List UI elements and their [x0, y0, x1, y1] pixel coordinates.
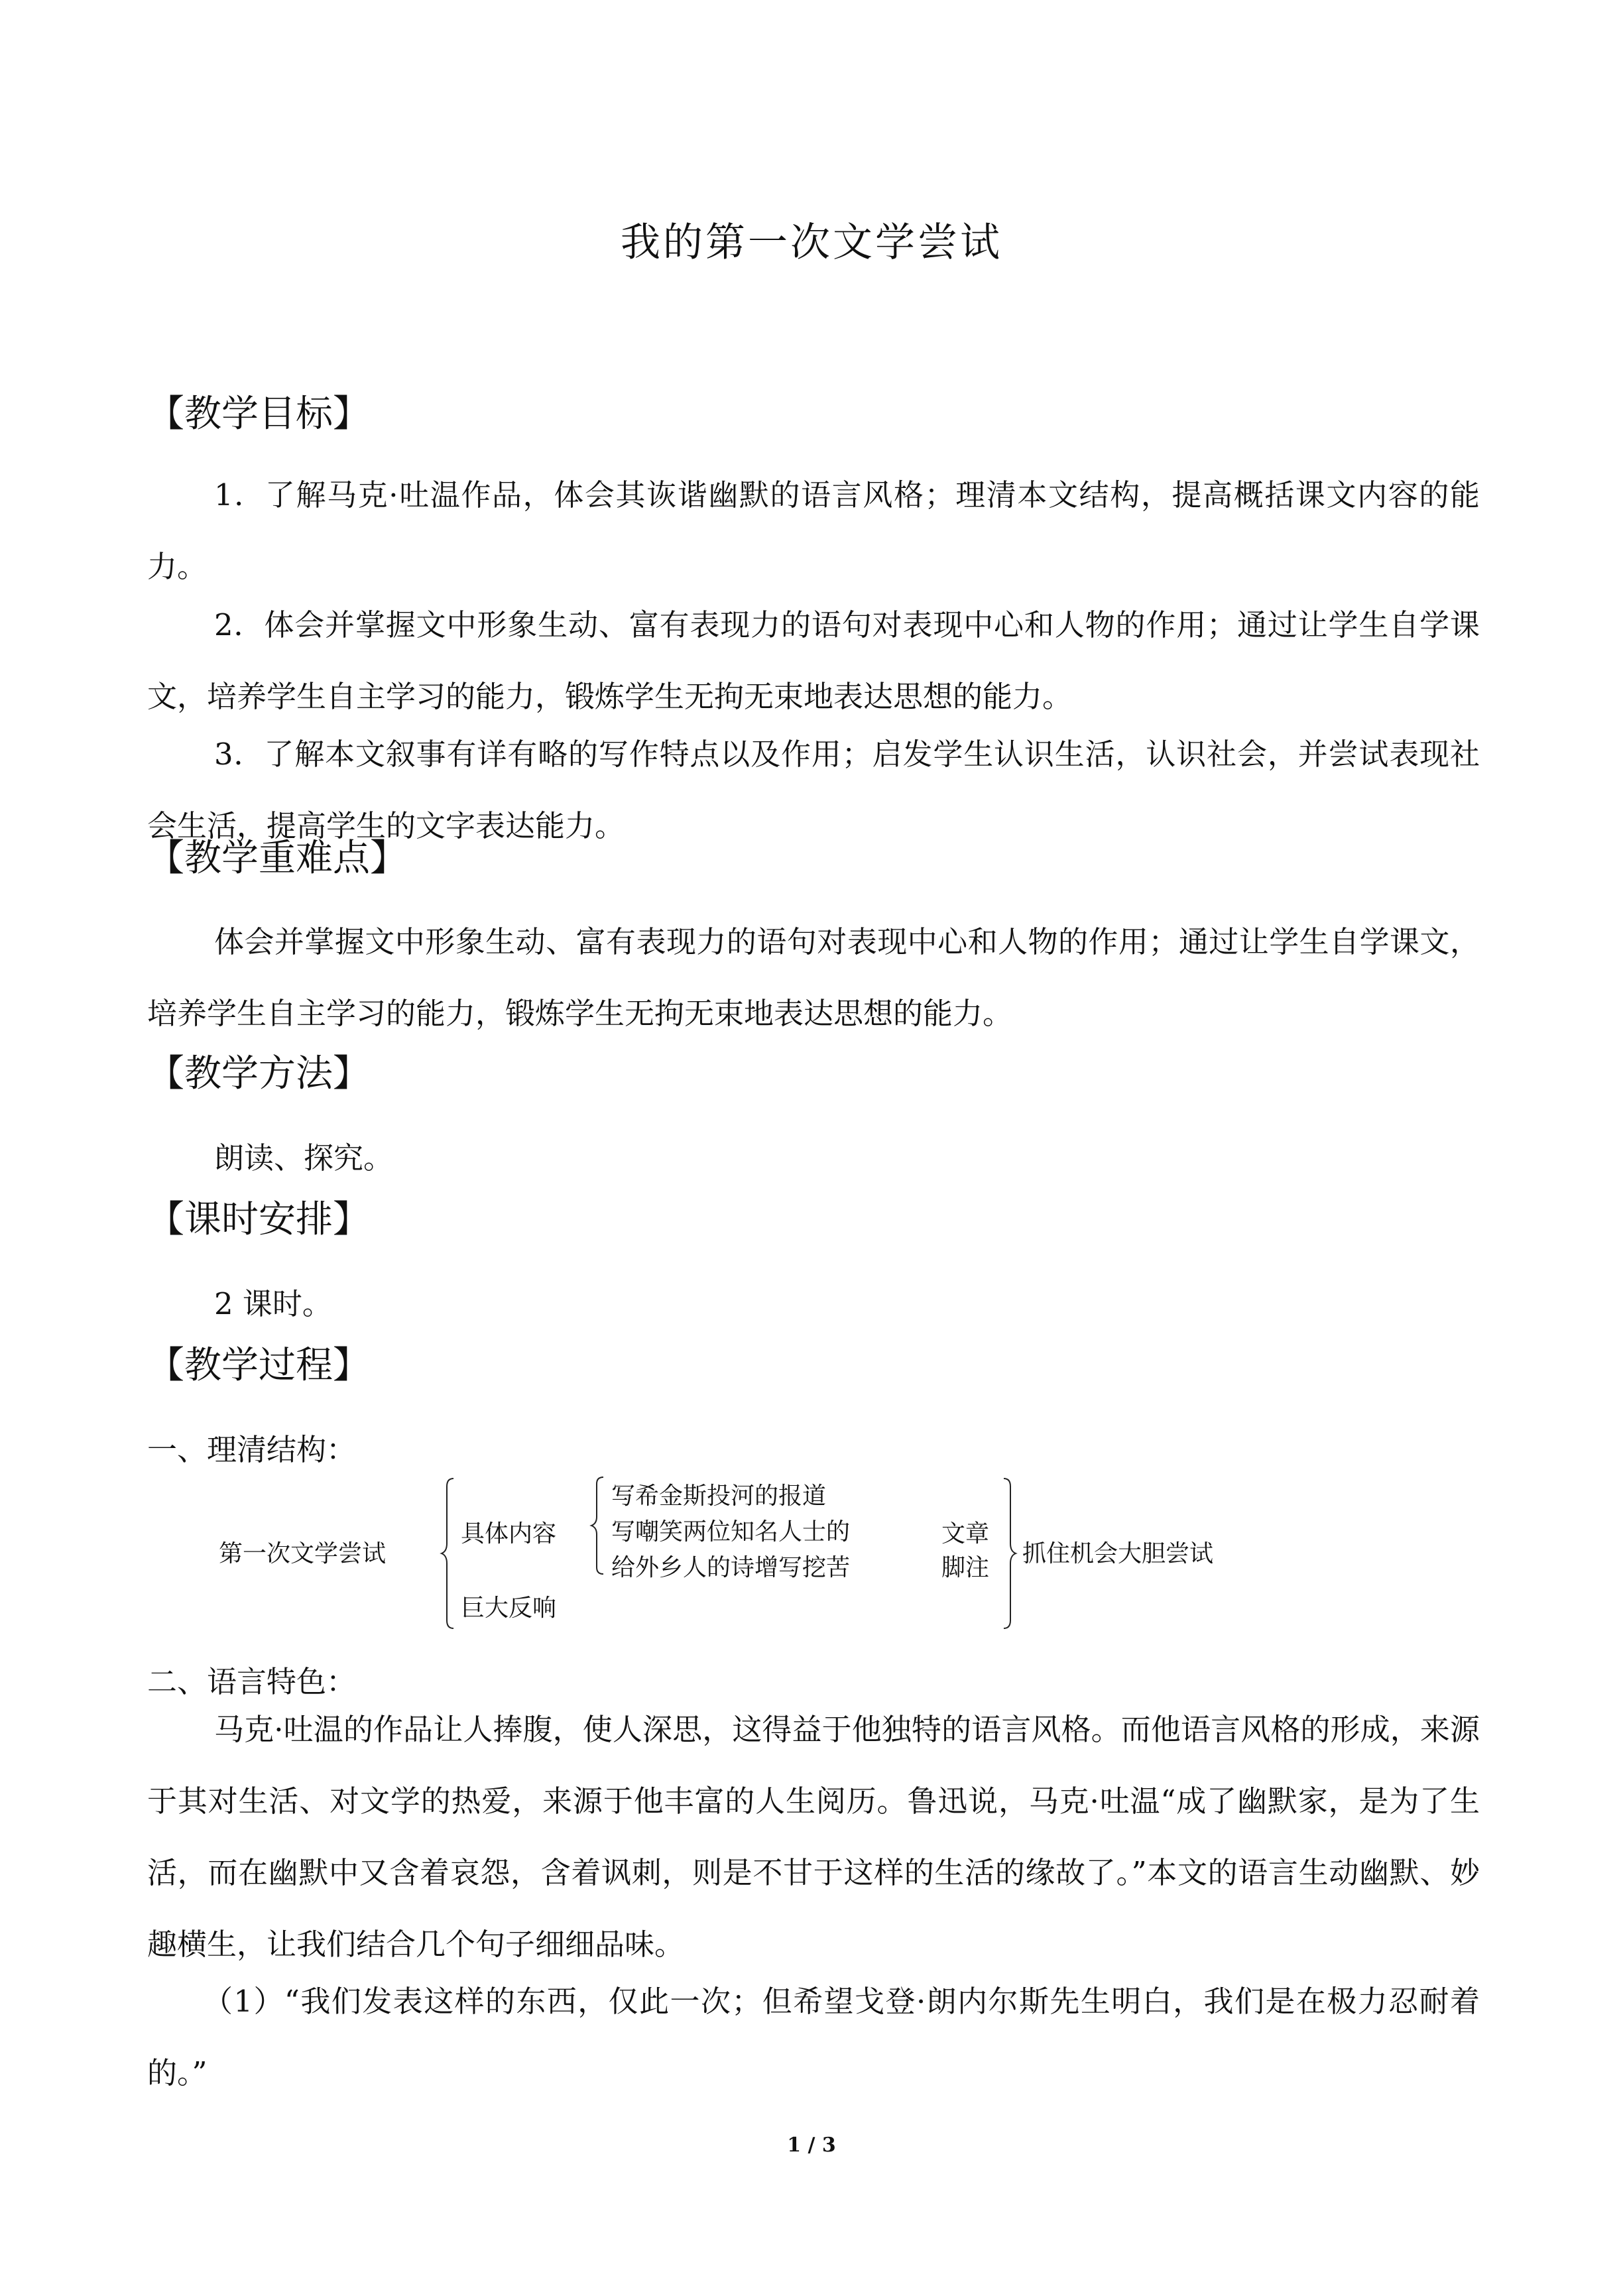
- diagram-item: 写希金斯投河的报道: [611, 1482, 827, 1510]
- method-heading: 【教学方法】: [147, 1052, 370, 1095]
- structure-label: 一、理清结构：: [147, 1432, 357, 1467]
- diagram-branch-response: 巨大反响: [461, 1595, 557, 1622]
- diagram-middle-2: 脚注: [941, 1554, 990, 1581]
- language-text: 马克·吐温的作品让人捧腹，使人深思，这得益于他独特的语言风格。而他语言风格的形成，来源于其对生活、对文学的热爱，来源于他丰富的人生阅历。鲁迅说，马克·吐温“成了幽默家，是为了生活，而在幽默中又含着哀怨，含着讽刺，则是不甘于这样的生活的缘故了。”本文的语言生动幽默、妙趣横生，让我们结合几个句子细细品味。: [147, 1712, 1480, 1962]
- inner-brace-icon: [589, 1476, 609, 1575]
- process-heading: 【教学过程】: [147, 1344, 370, 1387]
- page-title: 我的第一次文学尝试: [621, 219, 1002, 266]
- left-brace-icon: [439, 1477, 459, 1630]
- diagram-item: 写嘲笑两位知名人士的: [611, 1518, 851, 1545]
- diagram-conclusion: 抓住机会大胆尝试: [1022, 1540, 1214, 1567]
- diagram-root: 第一次文学尝试: [219, 1540, 387, 1567]
- diagram-item: 给外乡人的诗增写挖苦: [611, 1554, 851, 1581]
- language-label: 二、语言特色：: [147, 1664, 357, 1699]
- difficulty-text: 体会并掌握文中形象生动、富有表现力的语句对表现中心和人物的作用；通过让学生自学课文，培养学生自主学习的能力，锻炼学生无拘无束地表达思想的能力。: [147, 924, 1480, 1031]
- objective-2: 2．体会并掌握文中形象生动、富有表现力的语句对表现中心和人物的作用；通过让学生自学课文，培养学生自主学习的能力，锻炼学生无拘无束地表达思想的能力。: [147, 607, 1480, 714]
- schedule-text: 2 课时。: [214, 1286, 332, 1321]
- right-brace-icon: [1000, 1477, 1020, 1630]
- diagram-middle-1: 文章: [941, 1520, 990, 1547]
- objective-3: 3．了解本文叙事有详有略的写作特点以及作用；启发学生认识生活，认识社会，并尝试表现社会生活，提高学生的文字表达能力。: [147, 737, 1480, 843]
- objectives-heading: 【教学目标】: [147, 393, 370, 436]
- schedule-heading: 【课时安排】: [147, 1198, 370, 1241]
- method-text: 朗读、探究。: [214, 1140, 394, 1176]
- diagram-branch-content: 具体内容: [461, 1520, 557, 1547]
- difficulty-heading: 【教学重难点】: [147, 837, 407, 880]
- objective-1: 1．了解马克·吐温作品，体会其诙谐幽默的语言风格；理清本文结构，提高概括课文内容的能力。: [147, 477, 1480, 584]
- page-number: 1 / 3: [787, 2134, 836, 2157]
- quote-1: （1）“我们发表这样的东西，仅此一次；但希望戈登·朗内尔斯先生明白，我们是在极力忍耐着的。”: [147, 1984, 1480, 2090]
